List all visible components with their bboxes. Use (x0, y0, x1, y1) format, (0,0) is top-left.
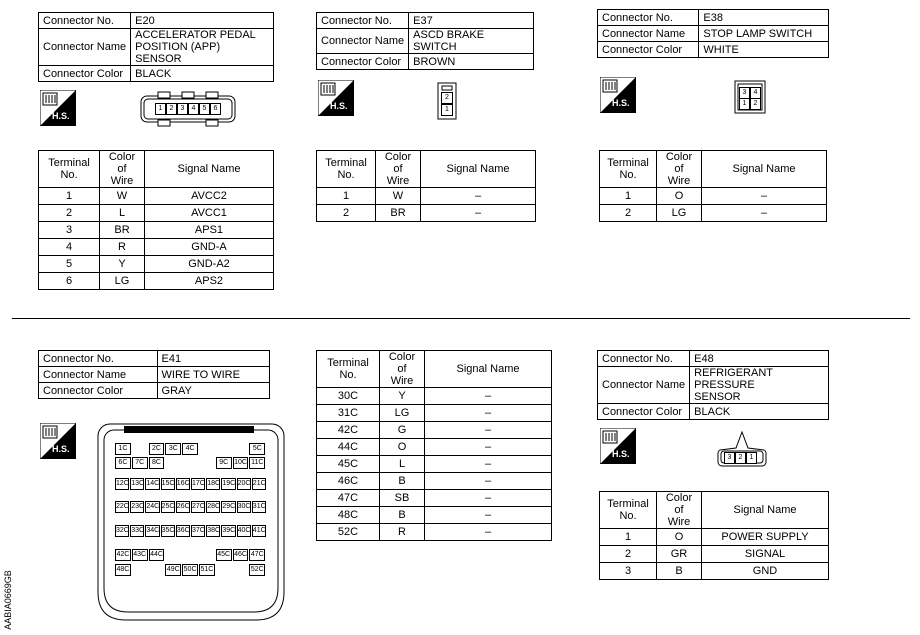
table-row (600, 188, 827, 205)
e41-pin: 20C (237, 478, 251, 490)
e41-pin: 40C (237, 525, 251, 537)
signal-name-header: Signal Name (421, 151, 536, 188)
table-row (317, 205, 536, 222)
e48-pin: 3 (724, 452, 735, 464)
e41-pin: 43C (132, 549, 148, 561)
e20-pin: 6 (210, 103, 221, 115)
signal-name-header: Signal Name (145, 151, 274, 188)
wire-color-cell: O (380, 439, 425, 456)
wire-color-cell: LG (657, 205, 702, 222)
figure-id: AABIA0669GB (2, 570, 13, 630)
e41-pin: 33C (130, 525, 144, 537)
terminal-no-cell: 1 (39, 188, 100, 205)
signal-name-cell: GND-A2 (145, 256, 274, 273)
e41-pin: 37C (191, 525, 205, 537)
e41-pin: 21C (252, 478, 266, 490)
e41-pin: 35C (161, 525, 175, 537)
color-of-wire-header: Color of Wire (657, 151, 702, 188)
signal-name-cell: – (425, 405, 552, 422)
signal-name-cell: – (425, 388, 552, 405)
table-row (600, 546, 829, 563)
e38-terminal-table (599, 150, 827, 222)
e37-pin: 1 (441, 104, 453, 116)
e41-pin: 12C (115, 478, 129, 490)
table-row (317, 456, 552, 473)
table-row (317, 388, 552, 405)
connector-no-label: Connector No. (598, 351, 690, 367)
e41-pin: 9C (216, 457, 232, 469)
wire-color-cell: LG (380, 405, 425, 422)
e37-connector-info (316, 12, 534, 70)
table-row (39, 256, 274, 273)
signal-name-cell: APS2 (145, 273, 274, 290)
signal-name-cell: – (425, 490, 552, 507)
e20-connector-info (38, 12, 274, 82)
e20-pin: 4 (188, 103, 199, 115)
e41-pin: 4C (182, 443, 198, 455)
e41-pin: 28C (206, 501, 220, 513)
e41-pin: 26C (176, 501, 190, 513)
table-row (39, 239, 274, 256)
wire-color-cell: W (100, 188, 145, 205)
connector-color-value: BLACK (131, 66, 274, 82)
wire-color-cell: GR (657, 546, 702, 563)
e41-pin: 31C (252, 501, 266, 513)
connector-name-label: Connector Name (598, 26, 699, 42)
terminal-no-cell: 52C (317, 524, 380, 541)
terminal-no-cell: 30C (317, 388, 380, 405)
e41-pin: 36C (176, 525, 190, 537)
terminal-no-cell: 47C (317, 490, 380, 507)
color-of-wire-header: Color of Wire (376, 151, 421, 188)
e41-pin: 45C (216, 549, 232, 561)
terminal-no-cell: 42C (317, 422, 380, 439)
signal-name-cell: SIGNAL (702, 546, 829, 563)
e41-pin: 48C (115, 564, 131, 576)
terminal-no-cell: 3 (600, 563, 657, 580)
table-row (600, 529, 829, 546)
signal-name-cell: AVCC1 (145, 205, 274, 222)
terminal-no-cell: 46C (317, 473, 380, 490)
terminal-no-header: Terminal No. (317, 351, 380, 388)
connector-no-value: E38 (699, 10, 829, 26)
wire-color-cell: G (380, 422, 425, 439)
e38-pin: 3 (739, 87, 750, 99)
wire-color-cell: BR (100, 222, 145, 239)
e41-pin: 42C (115, 549, 131, 561)
table-row (317, 188, 536, 205)
wire-color-cell: LG (100, 273, 145, 290)
e41-pin: 39C (221, 525, 235, 537)
e41-pin: 30C (237, 501, 251, 513)
wire-color-cell: W (376, 188, 421, 205)
connector-name-label: Connector Name (598, 367, 690, 404)
section-divider (12, 318, 910, 319)
e37-terminal-table (316, 150, 536, 222)
table-row (600, 205, 827, 222)
terminal-no-cell: 6 (39, 273, 100, 290)
e38-pin: 1 (739, 98, 750, 110)
signal-name-header: Signal Name (702, 151, 827, 188)
terminal-no-header: Terminal No. (600, 492, 657, 529)
e41-pin: 15C (161, 478, 175, 490)
e41-pin: 22C (115, 501, 129, 513)
e41-pin: 51C (199, 564, 215, 576)
e41-pin: 2C (149, 443, 165, 455)
terminal-no-cell: 2 (317, 205, 376, 222)
wire-color-cell: L (380, 456, 425, 473)
table-row (39, 188, 274, 205)
table-row (317, 507, 552, 524)
table-row (39, 205, 274, 222)
wire-color-cell: Y (100, 256, 145, 273)
connector-no-label: Connector No. (598, 10, 699, 26)
connector-no-label: Connector No. (39, 13, 131, 29)
table-row (317, 473, 552, 490)
terminal-no-header: Terminal No. (317, 151, 376, 188)
connector-name-label: Connector Name (317, 29, 409, 54)
e41-pin: 47C (249, 549, 265, 561)
connector-name-value: REFRIGERANT PRESSURE SENSOR (690, 367, 829, 404)
signal-name-cell: APS1 (145, 222, 274, 239)
e37-pin: 2 (441, 92, 453, 104)
hs-icon: H.S. (40, 90, 76, 126)
connector-no-value: E41 (157, 351, 269, 367)
signal-name-cell: – (421, 205, 536, 222)
connector-name-label: Connector Name (39, 29, 131, 66)
wire-color-cell: R (100, 239, 145, 256)
terminal-no-cell: 44C (317, 439, 380, 456)
e41-pin: 6C (115, 457, 131, 469)
wire-color-cell: O (657, 529, 702, 546)
signal-name-cell: – (425, 422, 552, 439)
e41-pin: 46C (233, 549, 249, 561)
terminal-no-cell: 1 (600, 188, 657, 205)
e41-pin: 41C (252, 525, 266, 537)
signal-name-header: Signal Name (702, 492, 829, 529)
e41-pin: 11C (249, 457, 265, 469)
e48-connector-info (597, 350, 829, 420)
e41-pin: 49C (165, 564, 181, 576)
terminal-no-cell: 45C (317, 456, 380, 473)
wire-color-cell: BR (376, 205, 421, 222)
terminal-no-cell: 4 (39, 239, 100, 256)
terminal-no-cell: 2 (600, 546, 657, 563)
e41-pin: 1C (115, 443, 131, 455)
e38-pin: 4 (750, 87, 761, 99)
terminal-no-cell: 3 (39, 222, 100, 239)
terminal-no-cell: 31C (317, 405, 380, 422)
e41-pin: 5C (249, 443, 265, 455)
connector-color-label: Connector Color (39, 383, 158, 399)
connector-no-value: E20 (131, 13, 274, 29)
signal-name-cell: AVCC2 (145, 188, 274, 205)
wire-color-cell: B (657, 563, 702, 580)
table-row (317, 405, 552, 422)
terminal-no-cell: 2 (600, 205, 657, 222)
e41-connector-info (38, 350, 270, 399)
e41-pin: 19C (221, 478, 235, 490)
e48-pin: 1 (746, 452, 757, 464)
e20-pin: 3 (177, 103, 188, 115)
connector-color-label: Connector Color (598, 42, 699, 58)
terminal-no-cell: 1 (317, 188, 376, 205)
e41-pin: 52C (249, 564, 265, 576)
e38-connector-info (597, 9, 829, 58)
e20-terminal-table (38, 150, 274, 290)
e41-pin: 25C (161, 501, 175, 513)
signal-name-cell: – (425, 473, 552, 490)
terminal-no-cell: 48C (317, 507, 380, 524)
signal-name-cell: – (425, 524, 552, 541)
terminal-no-header: Terminal No. (600, 151, 657, 188)
connector-no-value: E37 (409, 13, 534, 29)
table-row (317, 422, 552, 439)
color-of-wire-header: Color of Wire (380, 351, 425, 388)
e48-pin: 2 (735, 452, 746, 464)
e41-pin: 8C (149, 457, 165, 469)
e41-pin: 29C (221, 501, 235, 513)
color-of-wire-header: Color of Wire (100, 151, 145, 188)
e41-pin: 10C (233, 457, 249, 469)
e41-pin: 13C (130, 478, 144, 490)
connector-color-label: Connector Color (317, 54, 409, 70)
table-row (317, 490, 552, 507)
hs-icon: H.S. (600, 77, 636, 113)
e38-pin: 2 (750, 98, 761, 110)
color-of-wire-header: Color of Wire (657, 492, 702, 529)
connector-no-label: Connector No. (317, 13, 409, 29)
signal-name-cell: GND-A (145, 239, 274, 256)
hs-icon: H.S. (40, 423, 76, 459)
e41-pin: 24C (145, 501, 159, 513)
e41-pin: 17C (191, 478, 205, 490)
connector-name-label: Connector Name (39, 367, 158, 383)
table-row (39, 222, 274, 239)
e41-pin: 18C (206, 478, 220, 490)
signal-name-cell: – (702, 205, 827, 222)
signal-name-cell: POWER SUPPLY (702, 529, 829, 546)
e20-pin: 5 (199, 103, 210, 115)
table-row (39, 273, 274, 290)
connector-color-value: WHITE (699, 42, 829, 58)
terminal-no-cell: 2 (39, 205, 100, 222)
wire-color-cell: R (380, 524, 425, 541)
wire-color-cell: SB (380, 490, 425, 507)
connector-color-value: BROWN (409, 54, 534, 70)
connector-color-value: BLACK (690, 404, 829, 420)
e41-pin: 14C (145, 478, 159, 490)
e20-pin: 2 (166, 103, 177, 115)
wire-color-cell: B (380, 507, 425, 524)
connector-no-label: Connector No. (39, 351, 158, 367)
e41-pin: 32C (115, 525, 129, 537)
wire-color-cell: O (657, 188, 702, 205)
table-row (317, 524, 552, 541)
e20-pin: 1 (155, 103, 166, 115)
wire-color-cell: B (380, 473, 425, 490)
connector-name-value: WIRE TO WIRE (157, 367, 269, 383)
e41-pin: 44C (149, 549, 165, 561)
connector-name-value: ACCELERATOR PEDAL POSITION (APP) SENSOR (131, 29, 274, 66)
signal-name-cell: – (425, 507, 552, 524)
signal-name-cell: – (425, 456, 552, 473)
hs-icon: H.S. (600, 428, 636, 464)
e41-pin: 16C (176, 478, 190, 490)
connector-color-label: Connector Color (598, 404, 690, 420)
e41-pin: 3C (165, 443, 181, 455)
signal-name-cell: – (421, 188, 536, 205)
e41-pin: 23C (130, 501, 144, 513)
terminal-no-header: Terminal No. (39, 151, 100, 188)
e41-pin: 34C (145, 525, 159, 537)
connector-name-value: STOP LAMP SWITCH (699, 26, 829, 42)
signal-name-cell: – (425, 439, 552, 456)
connector-color-value: GRAY (157, 383, 269, 399)
wire-color-cell: L (100, 205, 145, 222)
wire-color-cell: Y (380, 388, 425, 405)
connector-no-value: E48 (690, 351, 829, 367)
e41-terminal-table (316, 350, 552, 541)
e41-pin: 50C (182, 564, 198, 576)
terminal-no-cell: 5 (39, 256, 100, 273)
e41-pin: 27C (191, 501, 205, 513)
e41-pin: 7C (132, 457, 148, 469)
connector-color-label: Connector Color (39, 66, 131, 82)
signal-name-cell: – (702, 188, 827, 205)
terminal-no-cell: 1 (600, 529, 657, 546)
connector-name-value: ASCD BRAKE SWITCH (409, 29, 534, 54)
hs-icon: H.S. (318, 80, 354, 116)
e48-terminal-table (599, 491, 829, 580)
signal-name-header: Signal Name (425, 351, 552, 388)
table-row (317, 439, 552, 456)
table-row (600, 563, 829, 580)
e41-pin: 38C (206, 525, 220, 537)
signal-name-cell: GND (702, 563, 829, 580)
